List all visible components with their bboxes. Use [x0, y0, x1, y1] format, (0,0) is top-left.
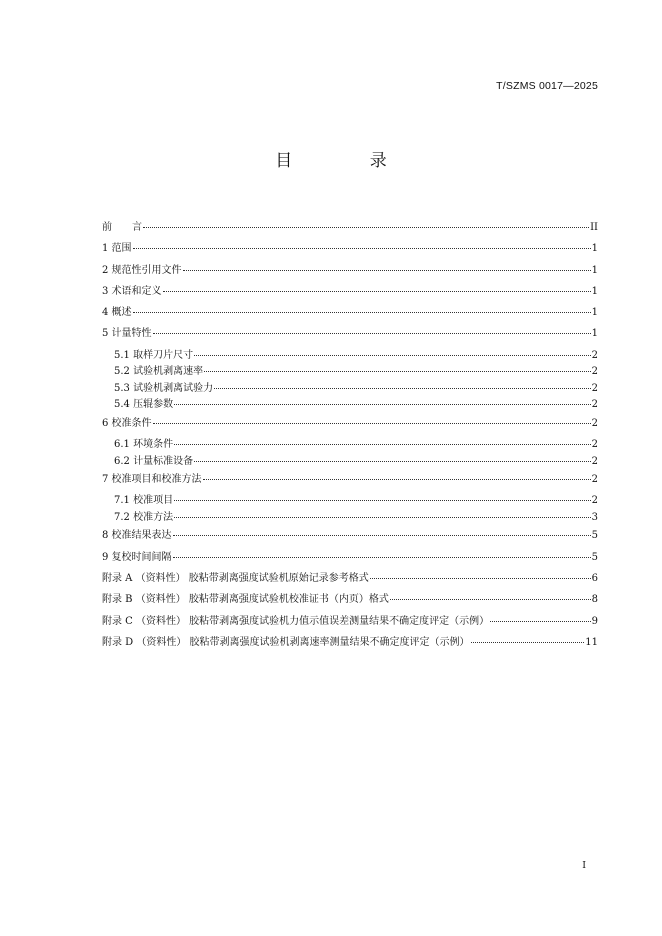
toc-entry-label: 6 校准条件 [102, 417, 152, 429]
toc-entry-page: 2 [591, 439, 598, 451]
toc-entry-label: 1 范围 [102, 243, 132, 255]
toc-entry-label: 前 言 [102, 222, 142, 233]
toc-entry-page: 9 [591, 615, 598, 627]
toc-entry[interactable] [102, 328, 598, 349]
toc-entry-page: 2 [591, 349, 598, 361]
toc-dot-leader [214, 388, 591, 389]
toc-entry-page: 1 [591, 328, 598, 340]
toc-dot-leader [370, 578, 591, 579]
toc-entry-label: 7.1 校准项目 [114, 495, 174, 507]
toc-entry-page: 2 [591, 382, 598, 394]
toc-dot-leader [174, 517, 591, 518]
toc-entry[interactable] [102, 350, 598, 367]
toc-title: 目 录 [275, 151, 423, 171]
toc-dot-leader [153, 333, 591, 334]
toc-entry-page: 3 [591, 511, 598, 523]
toc-entry-label: 5.4 压辊参数 [114, 399, 174, 411]
toc-dot-leader [471, 642, 585, 643]
toc-entry[interactable] [102, 439, 598, 456]
toc-entry-page: 2 [591, 474, 598, 486]
toc-entry-page: 2 [591, 366, 598, 378]
toc-entry-page: 1 [591, 307, 598, 319]
toc-entry-label: 7 校准项目和校准方法 [102, 474, 202, 486]
toc-entry[interactable] [102, 456, 598, 473]
toc-entry[interactable] [102, 594, 598, 615]
toc-dot-leader [174, 500, 591, 501]
toc-entry-page: 11 [585, 636, 598, 648]
toc-entry[interactable] [102, 418, 598, 439]
toc-dot-leader [174, 404, 591, 405]
toc-entry[interactable] [102, 530, 598, 551]
toc-entry-label: 2 规范性引用文件 [102, 264, 182, 276]
toc-entry[interactable] [102, 366, 598, 383]
toc-entry[interactable] [102, 222, 598, 243]
page-header-doc-code: T/SZMS 0017—2025 [496, 80, 598, 92]
toc-entry-label: 7.2 校准方法 [114, 511, 174, 523]
toc-dot-leader [174, 444, 591, 445]
toc-dot-leader [390, 599, 591, 600]
toc-dot-leader [194, 355, 591, 356]
toc-dot-leader [183, 270, 591, 271]
toc-entry[interactable] [102, 573, 598, 594]
toc-entry[interactable] [102, 243, 598, 264]
toc-entry[interactable] [102, 265, 598, 286]
toc-entry-label: 9 复校时间间隔 [102, 551, 172, 563]
toc-entry[interactable] [102, 399, 598, 416]
toc-entry-page: 2 [591, 455, 598, 467]
toc-entry-label: 5.3 试验机剥离试验力 [114, 382, 214, 394]
toc-dot-leader [194, 461, 591, 462]
toc-entry-page: 1 [591, 264, 598, 276]
toc-entry-label: 5.1 取样刀片尺寸 [114, 349, 194, 361]
toc-entry-label: 5.2 试验机剥离速率 [114, 366, 204, 378]
toc-dot-leader [173, 535, 591, 536]
toc-entry-label: 8 校准结果表达 [102, 530, 172, 542]
toc-entry[interactable] [102, 616, 598, 637]
toc-entry-label: 附录 C （资料性） 胶粘带剥离强度试验机力值示值误差测量结果不确定度评定（示例） [102, 615, 490, 627]
toc-dot-leader [163, 291, 591, 292]
toc-entry-page: 1 [591, 243, 598, 255]
toc-entry-label: 6.1 环境条件 [114, 439, 174, 451]
toc-entry[interactable] [102, 474, 598, 495]
toc-dot-leader [133, 312, 591, 313]
toc-entry[interactable] [102, 495, 598, 512]
toc-entry-page: 2 [591, 495, 598, 507]
toc-dot-leader [490, 621, 590, 622]
toc-entry-page: 8 [591, 594, 598, 606]
toc-dot-leader [173, 557, 591, 558]
toc-entry-label: 附录 D （资料性） 胶粘带剥离强度试验机剥离速率测量结果不确定度评定（示例） [102, 636, 470, 648]
toc-dot-leader [153, 423, 591, 424]
toc-entry[interactable] [102, 286, 598, 307]
toc-entry-label: 附录 A （资料性） 胶粘带剥离强度试验机原始记录参考格式 [102, 572, 369, 584]
toc-dot-leader [133, 248, 591, 249]
toc-entry-page: 2 [591, 417, 598, 429]
toc-entry-label: 4 概述 [102, 307, 132, 319]
toc-entry-page: 5 [591, 530, 598, 542]
toc-entry-page: II [590, 222, 598, 233]
toc-entry-page: 6 [591, 572, 598, 584]
page-number: I [582, 860, 586, 871]
toc-entry[interactable] [102, 307, 598, 328]
toc-entry[interactable] [102, 383, 598, 400]
toc-dot-leader [143, 227, 589, 228]
toc-entry-page: 2 [591, 399, 598, 411]
toc-dot-leader [203, 479, 591, 480]
toc-entry-page: 1 [591, 285, 598, 297]
toc-entry-label: 6.2 计量标准设备 [114, 455, 194, 467]
toc-entry[interactable] [102, 552, 598, 573]
toc-entry-label: 5 计量特性 [102, 328, 152, 340]
toc-entry-label: 3 术语和定义 [102, 285, 162, 297]
toc-entry-page: 5 [591, 551, 598, 563]
toc-entry-label: 附录 B （资料性） 胶粘带剥离强度试验机校准证书（内页）格式 [102, 594, 389, 606]
toc-list [102, 222, 598, 658]
toc-dot-leader [204, 371, 591, 372]
toc-entry[interactable] [102, 512, 598, 529]
toc-entry[interactable] [102, 637, 598, 658]
